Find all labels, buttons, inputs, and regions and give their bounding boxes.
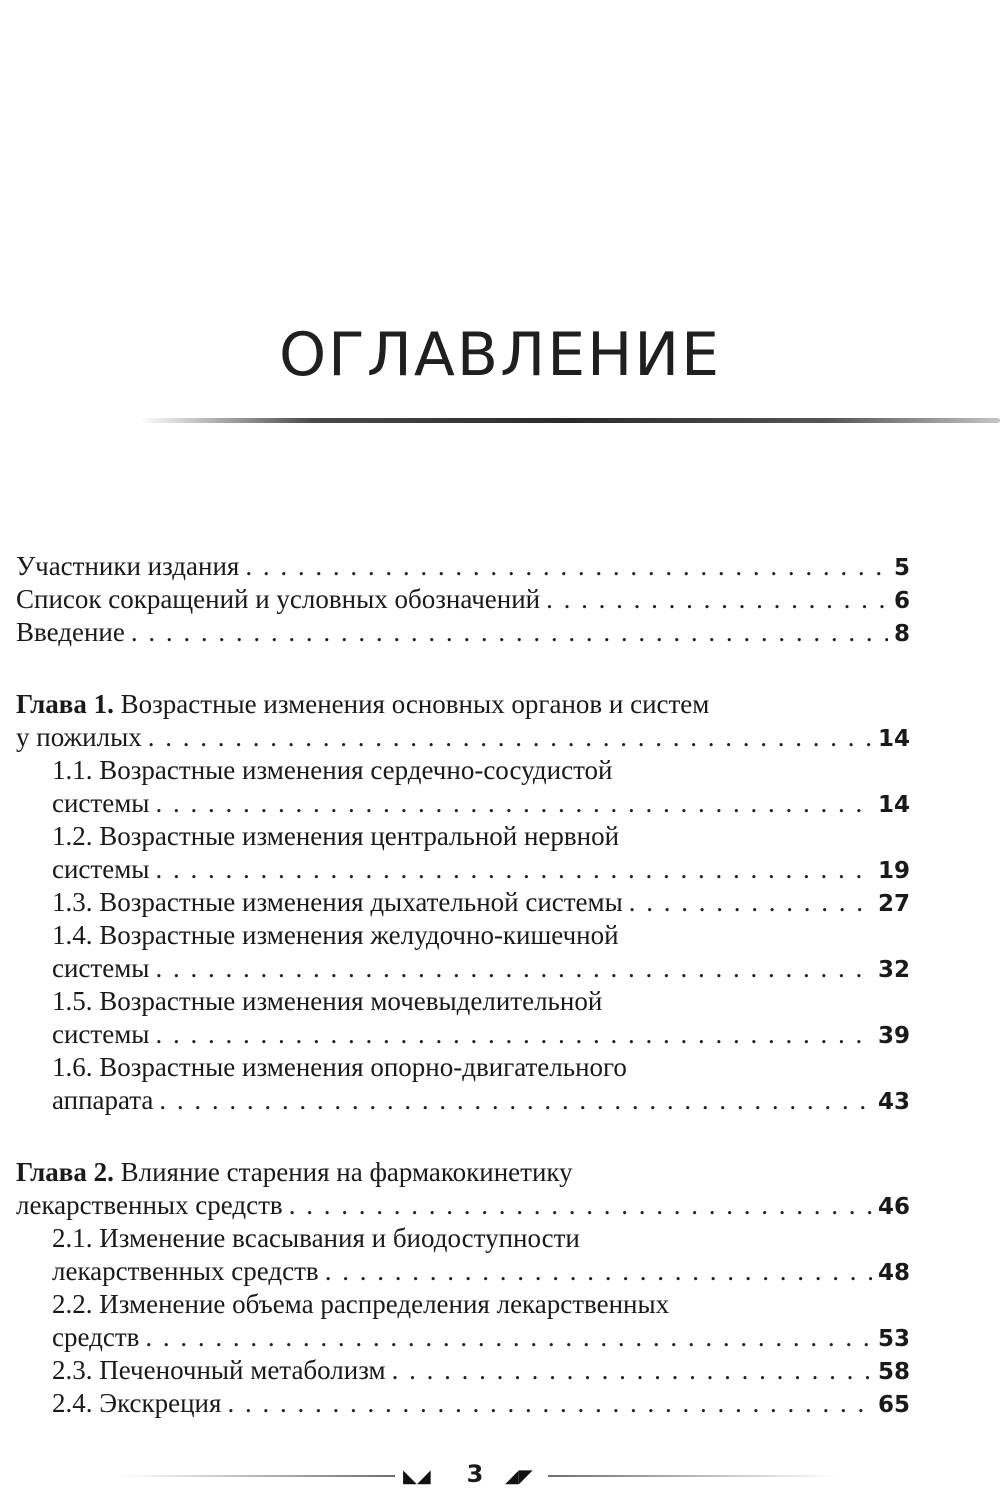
section-line1: 1.1. Возрастные изменения сердечно-сосудистой [52,755,613,785]
toc-page-number: 46 [877,1194,910,1220]
toc-page-number: 58 [877,1359,910,1385]
section-line1: 1.3. Возрастные изменения дыхательной системы [52,887,623,917]
footer-page-number: 3 [466,1460,484,1488]
title-divider [140,418,1000,423]
toc-chapter-2[interactable] [16,1156,910,1222]
toc-section[interactable] [16,985,910,1051]
chapter-heading [16,688,910,721]
page-title: ОГЛАВЛЕНИЕ [278,320,722,390]
toc-page-number: 39 [877,1023,910,1049]
section-line1: 1.4. Возрастные изменения желудочно-кишечной [52,920,619,950]
footer-rule-left [120,1475,395,1477]
toc-section[interactable] [16,754,910,820]
leader-dots [155,853,872,886]
section-line1: 2.4. Экскреция [52,1388,222,1418]
toc-page-number: 48 [877,1260,910,1286]
footer-rule-right [548,1475,838,1477]
leader-dots [629,886,872,919]
section-line1: 1.6. Возрастные изменения опорно-двигательного [52,1052,627,1082]
chapter-title-line2: лекарственных средств [16,1190,283,1220]
leader-dots [145,1321,872,1354]
toc-page-number: 8 [893,621,910,647]
page-footer [0,1460,1000,1490]
section-line2: лекарственных средств [52,1256,319,1286]
chapter-title-line1: Влияние старения на фармакокинетику [120,1157,573,1187]
leader-dots [245,550,888,583]
footer-ornament-right-icon: ◢◤ [505,1466,533,1487]
section-line1: 2.2. Изменение объема распределения лекарственных [52,1289,670,1319]
leader-dots [227,1387,872,1420]
toc-section[interactable] [16,886,910,919]
section-line1: 2.1. Изменение всасывания и биодоступности [52,1223,580,1253]
leader-dots [546,583,888,616]
footer-ornament-left-icon: ◣◢ [403,1466,431,1487]
leader-dots [392,1354,872,1387]
toc-section[interactable] [16,1387,910,1420]
section-line2: системы [52,953,150,983]
chapter-heading [16,1156,910,1189]
section-line2: системы [52,788,150,818]
leader-dots [325,1255,872,1288]
toc-page-number: 5 [893,555,910,581]
toc-page-number: 6 [893,588,910,614]
toc-section[interactable] [16,820,910,886]
section-line2: системы [52,854,150,884]
toc-page-number: 27 [877,891,910,917]
leader-dots [155,1018,872,1051]
chapter-label: Глава 2. [16,1157,114,1187]
toc-page-number: 43 [877,1089,910,1115]
leader-dots [155,952,872,985]
toc-page-number: 19 [877,858,910,884]
toc-page-number: 32 [877,957,910,983]
section-line1: 1.5. Возрастные изменения мочевыделительной [52,986,603,1016]
toc-section[interactable] [16,919,910,985]
leader-dots [155,787,872,820]
leader-dots [131,616,888,649]
section-line1: 2.3. Печеночный метаболизм [52,1355,386,1385]
toc-section[interactable] [16,1222,910,1288]
toc-entry[interactable] [16,550,910,583]
leader-dots [159,1084,872,1117]
table-of-contents [16,550,910,1420]
toc-entry-text: Участники издания [16,551,240,581]
chapter-label: Глава 1. [16,689,114,719]
section-line1: 1.2. Возрастные изменения центральной нервной [52,821,620,851]
leader-dots [148,721,872,754]
section-line2: средств [52,1322,140,1352]
section-line2: аппарата [52,1085,154,1115]
toc-page-number: 14 [877,792,910,818]
leader-dots [289,1189,872,1222]
toc-entry-text: Список сокращений и условных обозначений [16,584,541,614]
toc-section[interactable] [16,1288,910,1354]
toc-entry-text: Введение [16,617,125,647]
chapter-title-line1: Возрастные изменения основных органов и систем [120,689,710,719]
toc-page-number: 53 [877,1326,910,1352]
toc-section[interactable] [16,1051,910,1117]
toc-page-number: 65 [877,1392,910,1418]
toc-entry[interactable] [16,616,910,649]
toc-section[interactable] [16,1354,910,1387]
toc-entry[interactable] [16,583,910,616]
section-line2: системы [52,1019,150,1049]
toc-page-number: 14 [877,726,910,752]
toc-chapter-1[interactable] [16,688,910,754]
chapter-title-line2: у пожилых [16,722,142,752]
